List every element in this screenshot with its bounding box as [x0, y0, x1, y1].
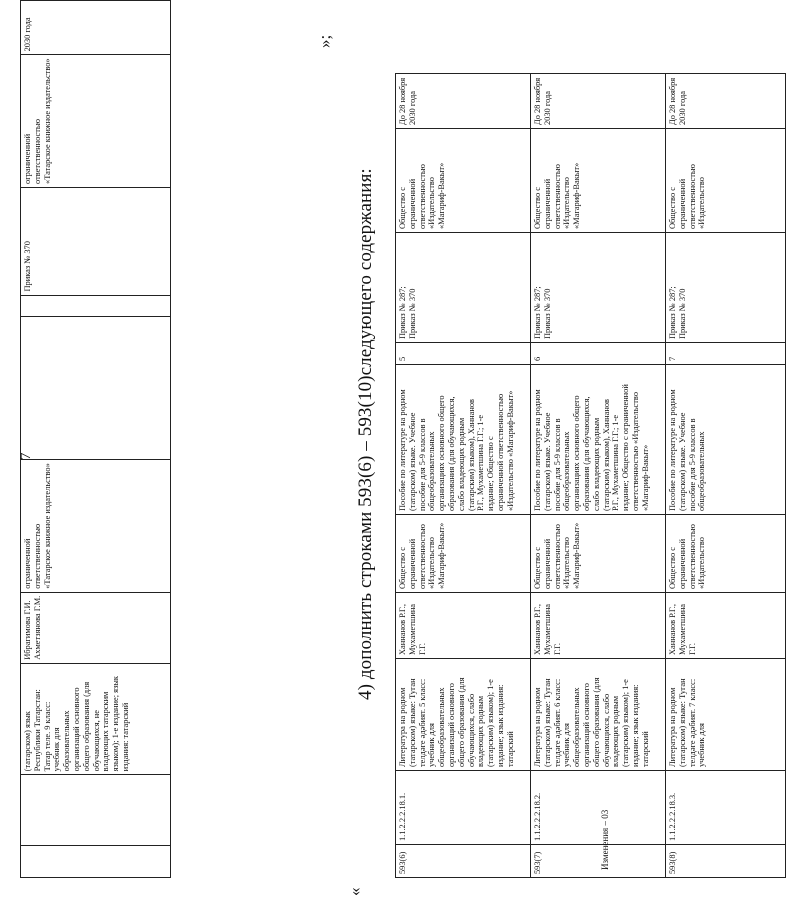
cell-line: Ибрагимова Г.И.	[23, 600, 32, 660]
cell-line: издание; язык издания:	[630, 684, 640, 767]
cell-line: издание; язык издания:	[495, 684, 505, 767]
cell-title	[666, 659, 786, 771]
cell-line: ответственностью	[687, 524, 697, 589]
cell-line: (татарским) языком), Ханнанов	[466, 399, 476, 511]
cell-line: (татарском) языке: Туган	[542, 678, 552, 767]
cell-line: слабо владеющих родным	[591, 417, 601, 511]
cell-aid	[666, 365, 786, 515]
cell-line: «Татарское книжное издательство»	[42, 58, 52, 184]
cell-line: татарский	[640, 731, 650, 767]
cell-line: Общество с	[398, 547, 407, 589]
cell-line: «Татарское книжное издательство»	[42, 463, 52, 589]
cell-line: ответственностью	[552, 164, 562, 229]
cell-line: Пособие по литературе на родном	[398, 389, 407, 511]
table-row	[666, 74, 786, 878]
cell-line: телдәге әдәбият. 7 класс:	[687, 678, 697, 767]
cell-line: 2030 года	[23, 17, 32, 52]
cell-line: Г.Г.	[552, 643, 562, 655]
cell-line: организациях основного общего	[572, 395, 582, 511]
cell-line: ограниченной	[677, 178, 687, 229]
cell-line: обучающихся, слабо	[601, 693, 611, 767]
cell-line: ограниченной	[407, 538, 417, 589]
cell-line: пособие для 5-9 классов в	[417, 418, 427, 511]
cell-num: 593(6)	[396, 845, 531, 878]
cell-line: пособие для 5-9 классов в	[552, 418, 562, 511]
cell-line: ответственностью	[417, 164, 427, 229]
table-continuation	[20, 0, 171, 878]
cell-authors	[396, 593, 531, 659]
cell-line: До 28 ноября	[668, 77, 677, 125]
cell-line: «Магариф-Вакыт»	[572, 162, 582, 229]
cell-code: 1.1.2.2.2.18.2.	[531, 771, 666, 845]
cell-line: (татарском) языке. Учебное	[677, 412, 687, 511]
cell-line: «Магариф-Вакыт»	[640, 444, 650, 511]
cell-publisher	[666, 515, 786, 593]
cell-publisher	[21, 460, 171, 593]
cell-line: (татарском) языке. Учебное	[542, 412, 552, 511]
cell-line: общего образования (для	[456, 677, 466, 767]
cell-line: ответственностью «Издательство	[630, 391, 640, 511]
cell-num: 593(7)	[531, 845, 666, 878]
cell-line: Общество с	[668, 187, 677, 229]
cell-line: До 28 ноября	[533, 77, 542, 125]
cell-line: учебник для	[697, 723, 707, 767]
cell-line: Общество с	[533, 187, 542, 229]
cell-line: Р.Г., Мухаметшина Г.Г.; 1-е	[476, 414, 486, 511]
cell-deadline	[531, 74, 666, 129]
cell-line: ограниченной	[542, 538, 552, 589]
cell-line: Мухаметшина	[542, 603, 552, 655]
cell-line: Р.Г., Мухаметшина Г.Г.; 1-е	[611, 414, 621, 511]
cell-line: Пособие по литературе на родном	[533, 389, 542, 511]
cell-line: Литература на родном	[533, 687, 542, 767]
cell-line: Приказ № 370	[542, 288, 552, 339]
cell-line: 2030 года	[407, 91, 417, 125]
cell-line: ограниченной ответственностью	[495, 393, 505, 511]
cell-line: Ахметзянова Г.М.	[32, 595, 42, 660]
cell-line: владеющих татарским	[101, 691, 111, 772]
cell-line: (татарском) языке: Туган	[677, 678, 687, 767]
cell-line: Литература на родном	[398, 687, 407, 767]
cell-line: Литература на родном	[668, 687, 677, 767]
cell-line: организаций основного	[71, 687, 81, 772]
cell-line: Приказ № 287;	[668, 286, 677, 339]
cell-deadline	[666, 74, 786, 129]
table-new-rows	[395, 73, 786, 878]
section-heading: 4) дополнить строками 593(6) – 593(10)следующего содержания:	[355, 168, 376, 700]
cell-line: Мухаметшина	[407, 603, 417, 655]
cell-line: ограниченной	[407, 178, 417, 229]
cell-n: 5	[396, 343, 531, 365]
cell-line: «Издательство «Магариф-Вакыт»	[505, 390, 515, 511]
cell-line: «Издательство	[427, 537, 437, 589]
cell-line: образовательных	[62, 710, 72, 772]
cell-line: учебник для	[427, 723, 437, 767]
opening-quote: «	[345, 887, 364, 896]
cell-aid	[21, 316, 171, 459]
cell-publisher	[396, 515, 531, 593]
cell-num: 593(8)	[666, 845, 786, 878]
cell-line: издание; Общество с ограниченной	[621, 384, 631, 511]
cell-line: общего образования (для	[81, 681, 91, 772]
cell-publisher2	[666, 129, 786, 233]
cell-line: организаций основного	[446, 683, 456, 767]
cell-line: ограниченной	[677, 538, 687, 589]
cell-line: (татарским) языком), Ханнанов	[601, 399, 611, 511]
footer-note: Изменения – 03	[600, 809, 610, 870]
cell-line: Г.Г.	[417, 643, 427, 655]
cell-code: 1.1.2.2.2.18.1.	[396, 771, 531, 845]
cell-line: Приказ № 370	[677, 288, 687, 339]
cell-line: Ханнанов Р.Г.,	[398, 604, 407, 655]
cell-line: 2030 года	[677, 91, 687, 125]
cell-line: Приказ № 287;	[398, 286, 407, 339]
cell-line: учебник для	[562, 723, 572, 767]
cell-line: общеобразовательных	[697, 431, 707, 511]
table-row	[396, 74, 531, 878]
cell-line: общеобразовательных	[572, 687, 582, 767]
cell-line: общеобразовательных	[562, 431, 572, 511]
closing-quote: »;	[315, 34, 334, 48]
cell-authors	[531, 593, 666, 659]
cell-line: ограниченной	[542, 178, 552, 229]
cell-order	[531, 233, 666, 343]
cell-line: Общество с	[398, 187, 407, 229]
cell-line: ограниченной	[23, 538, 32, 589]
cell-line: (татарским) языком); 1-е	[486, 679, 496, 767]
cell-order	[396, 233, 531, 343]
cell-line: ответственностью	[687, 164, 697, 229]
cell-deadline	[21, 1, 171, 55]
cell-line: организаций основного	[581, 683, 591, 767]
cell-n: 6	[531, 343, 666, 365]
cell-line: образования (для обучающихся,	[581, 396, 591, 511]
cell-line: организациях основного общего	[437, 395, 447, 511]
cell-line: татарский	[505, 731, 515, 767]
page-number: 7	[18, 452, 34, 460]
cell-n: 7	[666, 343, 786, 365]
cell-num	[21, 846, 171, 878]
cell-line: ограниченной	[23, 133, 32, 184]
cell-line: ответственностью	[32, 523, 42, 589]
cell-line: Общество с	[668, 547, 677, 589]
cell-line: Приказ № 370	[407, 288, 417, 339]
cell-line: общеобразовательных	[427, 431, 437, 511]
cell-aid	[531, 365, 666, 515]
cell-n	[21, 295, 171, 316]
cell-line: Республики Татарстан:	[32, 689, 42, 772]
cell-line: «Издательство	[427, 177, 437, 229]
cell-line: языком); 1-е издание; язык	[111, 675, 121, 772]
cell-line: Приказ № 287;	[533, 286, 542, 339]
cell-line: обучающихся, не	[91, 709, 101, 772]
cell-line: издания: татарский	[120, 702, 130, 772]
table-row	[531, 74, 666, 878]
cell-code: 1.1.2.2.2.18.3.	[666, 771, 786, 845]
cell-line: «Издательство	[562, 537, 572, 589]
cell-line: общего образования (для	[591, 677, 601, 767]
cell-authors	[21, 592, 171, 663]
cell-line: издание; Общество с	[486, 436, 496, 511]
cell-line: Татар теле. 9 класс:	[42, 701, 52, 772]
cell-line: (татарском) языке: Туган	[407, 678, 417, 767]
cell-line: «Издательство	[697, 537, 707, 589]
cell-line: «Издательство	[697, 177, 707, 229]
cell-line: учебник для	[52, 727, 62, 772]
cell-line: ответственностью	[32, 119, 42, 184]
cell-line: 2030 года	[542, 91, 552, 125]
cell-order	[666, 233, 786, 343]
cell-line: Ханнанов Р.Г.,	[533, 604, 542, 655]
cell-line: До 28 ноября	[398, 77, 407, 125]
cell-deadline	[396, 74, 531, 129]
cell-authors	[666, 593, 786, 659]
cell-line: Г.Г.	[687, 643, 697, 655]
cell-line: пособие для 5-9 классов в	[687, 418, 697, 511]
cell-line: образования (для обучающихся,	[446, 396, 456, 511]
cell-publisher2	[396, 129, 531, 233]
cell-line: владеющих родным	[611, 696, 621, 767]
cell-line: «Магариф-Вакыт»	[437, 522, 447, 589]
cell-line: слабо владеющих родным	[456, 417, 466, 511]
cell-line: ответственностью	[417, 524, 427, 589]
cell-code	[21, 775, 171, 846]
cell-line: владеющих родным	[476, 696, 486, 767]
cell-publisher2	[21, 55, 171, 188]
cell-aid	[396, 365, 531, 515]
cell-line: (татарском) языке. Учебное	[407, 412, 417, 511]
cell-line: ответственностью	[552, 524, 562, 589]
cell-line: обучающихся, слабо	[466, 693, 476, 767]
cell-line: телдәге әдәбият. 6 класс:	[552, 678, 562, 767]
cell-line: Приказ № 370	[23, 241, 32, 292]
cell-line: телдәге әдәбият. 5 класс:	[417, 678, 427, 767]
cell-line: «Издательство	[562, 177, 572, 229]
cell-line: (татарским) языком); 1-е	[621, 679, 631, 767]
cell-line: Мухаметшина	[677, 603, 687, 655]
cell-line: Пособие по литературе на родном	[668, 389, 677, 511]
cell-line: Общество с	[533, 547, 542, 589]
cell-line: «Магариф-Вакыт»	[572, 522, 582, 589]
cell-publisher	[531, 515, 666, 593]
cell-title	[21, 663, 171, 775]
cell-line: (татарском) язык	[23, 711, 32, 772]
cell-title	[396, 659, 531, 771]
cell-title	[531, 659, 666, 771]
cell-order	[21, 187, 171, 295]
cell-line: «Магариф-Вакыт»	[437, 162, 447, 229]
cell-line: общеобразовательных	[437, 687, 447, 767]
cell-line: Ханнанов Р.Г.,	[668, 604, 677, 655]
cell-publisher2	[531, 129, 666, 233]
